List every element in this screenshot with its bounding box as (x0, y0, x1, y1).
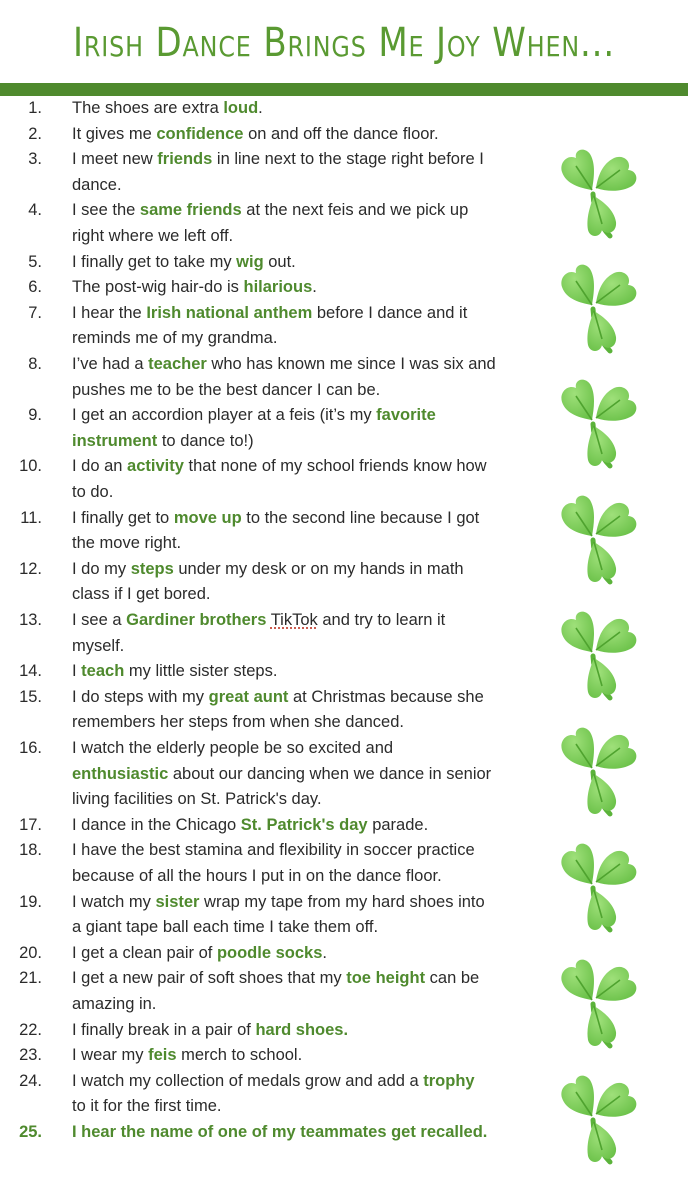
list-item-line (72, 1120, 487, 1146)
list-item-line (72, 915, 378, 941)
list-item-number: 7. (28, 303, 42, 322)
list-text: pushes me to be the best dancer I can be. (72, 380, 381, 399)
list-item-number: 10. (19, 457, 42, 476)
list-item-line (72, 608, 445, 634)
list-text: living facilities on St. Patrick's day. (72, 790, 322, 809)
list-item-line (72, 787, 322, 813)
shamrock-icon (544, 488, 644, 588)
list-text: on and off the dance floor. (243, 124, 439, 143)
list-item-line (72, 301, 467, 327)
list-text: . (312, 278, 317, 297)
list-item-number: 24. (19, 1071, 42, 1090)
list-item-number: 16. (19, 739, 42, 757)
list-item-number: 11. (20, 508, 42, 527)
list-item-line (72, 762, 491, 788)
list-item-line (72, 454, 487, 480)
highlighted-keyword: loud (223, 99, 259, 117)
list-item-number: 18. (19, 841, 42, 860)
list-text: right where we left off. (72, 227, 234, 245)
list-item-line (72, 941, 327, 967)
list-item-line (72, 659, 277, 685)
list-text: who has known me since I was six and (206, 355, 496, 373)
list-text: It gives me (72, 124, 157, 143)
list-item-line (72, 122, 439, 148)
list-item-number: 25. (19, 1123, 42, 1141)
list-text: remembers her steps from when she danced. (72, 713, 404, 732)
highlighted-keyword: feis (148, 1046, 177, 1065)
list-item-number: 20. (19, 943, 42, 962)
list-text: at Christmas because she (288, 687, 484, 706)
page-title: Irish Dance Brings Me Joy When... (73, 20, 615, 66)
list-text: I get a new pair of soft shoes that my (72, 969, 347, 988)
list-text: I’ve had a (72, 355, 149, 373)
list-item-number: 3. (28, 150, 42, 169)
list-item-line (72, 736, 393, 762)
list-text: wrap my tape from my hard shoes into (199, 892, 485, 911)
list-text: the move right. (72, 534, 182, 553)
highlighted-keyword: hilarious (243, 278, 313, 297)
list-text: to dance to!) (157, 431, 254, 450)
list-item-line (72, 992, 156, 1018)
highlighted-keyword: same friends (139, 201, 242, 220)
list-item-number: 22. (19, 1020, 42, 1039)
list-item-number: 9. (28, 406, 42, 425)
list-item-line (72, 531, 181, 557)
list-text: out. (263, 252, 296, 271)
list-item-number: 21. (19, 969, 42, 988)
list-item-line (72, 864, 442, 890)
list-item-line (72, 1094, 221, 1120)
list-item-line (72, 890, 485, 916)
highlighted-keyword: great aunt (208, 687, 289, 706)
list-item-line (72, 275, 317, 301)
list-item-number: 13. (19, 611, 42, 629)
list-text: I hear the (72, 303, 147, 322)
title-divider-bar (0, 83, 688, 96)
list-item-number: 23. (19, 1046, 42, 1065)
shamrock-icon (544, 720, 644, 820)
list-item-number: 19. (19, 892, 42, 911)
highlighted-keyword: favorite (376, 406, 436, 425)
list-text: I watch the elderly people be so excited and (72, 739, 394, 757)
list-text: I meet new (72, 150, 158, 169)
list-item-line (72, 557, 464, 583)
shamrock-icon (544, 1068, 644, 1168)
list-item-line (72, 326, 277, 352)
list-item-line (72, 378, 380, 404)
list-text: class if I get bored. (72, 585, 211, 604)
list-item-number: 2. (28, 124, 42, 143)
list-text: I see a (72, 611, 127, 629)
highlighted-keyword: Gardiner brothers (126, 611, 267, 629)
list-item-number: 14. (19, 662, 42, 681)
list-text: I (72, 662, 82, 681)
list-item-number: 5. (28, 252, 42, 271)
list-item-line (72, 147, 484, 173)
list-text: myself. (72, 636, 125, 655)
list-item-line (72, 96, 263, 122)
list-item-line (72, 813, 428, 839)
list-text: amazing in. (72, 995, 157, 1013)
list-item-number: 4. (28, 201, 42, 220)
highlighted-keyword: trophy (423, 1071, 475, 1090)
list-item-line (72, 685, 484, 711)
shamrock-icon (544, 142, 644, 242)
list-text: I get an accordion player at a feis (it’s my (72, 406, 377, 425)
list-text: and try to learn it (317, 611, 446, 629)
highlighted-keyword: sister (155, 892, 200, 911)
list-text: The post-wig hair-do is (72, 278, 244, 297)
highlighted-keyword: steps (130, 559, 174, 578)
list-text: merch to school. (176, 1046, 303, 1065)
list-text: I wear my (72, 1046, 149, 1065)
list-item-line (72, 1043, 302, 1069)
list-item-line (72, 506, 479, 532)
list-text: I watch my (72, 892, 156, 911)
list-text: reminds me of my grandma. (72, 329, 278, 348)
list-text: . (258, 99, 263, 117)
list-text: about our dancing when we dance in senior (168, 764, 492, 783)
list-text: at the next feis and we pick up (241, 201, 469, 220)
highlighted-keyword: teach (81, 662, 125, 681)
list-text: I see the (72, 201, 140, 220)
list-item-line (72, 634, 124, 660)
highlighted-keyword: friends (157, 150, 213, 169)
list-text: a giant tape ball each time I take them off. (72, 918, 379, 937)
list-item-line (72, 582, 211, 608)
list-text: because of all the hours I put in on the dance floor. (72, 867, 442, 885)
list-text: I finally get to take my (72, 252, 237, 271)
highlighted-keyword: St. Patrick's day (240, 815, 368, 834)
list-item-line (72, 1018, 348, 1044)
list-text: dance. (72, 175, 122, 194)
list-text: I finally break in a pair of (72, 1020, 256, 1039)
list-item-number: 6. (28, 278, 42, 297)
highlighted-keyword: hard shoes. (255, 1020, 349, 1039)
list-item-line (72, 403, 436, 429)
highlighted-keyword: toe height (346, 969, 426, 988)
shamrock-icon (544, 372, 644, 472)
list-item-line (72, 966, 479, 992)
list-item-line (72, 250, 296, 276)
highlighted-keyword: instrument (72, 431, 158, 450)
list-text: my little sister steps. (124, 662, 278, 681)
highlighted-keyword: activity (127, 457, 184, 476)
list-text: under my desk or on my hands in math (173, 559, 464, 578)
list-text: I do an (72, 457, 128, 476)
list-text: to it for the first time. (72, 1097, 222, 1116)
list-item-line (72, 429, 254, 455)
list-text: that none of my school friends know how (183, 457, 487, 476)
shamrock-icon (544, 604, 644, 704)
list-item-line (72, 173, 122, 199)
list-item-line (72, 224, 233, 250)
list-text: I dance in the Chicago (72, 815, 241, 834)
list-text: to do. (72, 483, 114, 501)
highlighted-keyword: I hear the name of one of my teammates get recalled. (72, 1123, 488, 1141)
list-text: before I dance and it (312, 303, 468, 322)
list-text: I do steps with my (72, 687, 209, 706)
highlighted-keyword: poodle socks (216, 943, 323, 962)
list-text: I finally get to (72, 508, 174, 527)
list-text: to the second line because I got (241, 508, 480, 527)
list-item-line (72, 480, 113, 506)
list-item-line (72, 198, 468, 224)
shamrock-icon (544, 257, 644, 357)
shamrock-icon (544, 836, 644, 936)
list-item-number: 15. (19, 687, 42, 706)
list-item-number: 1. (28, 99, 42, 117)
highlighted-keyword: move up (173, 508, 242, 527)
list-item-line (72, 838, 475, 864)
highlighted-keyword: enthusiastic (72, 764, 169, 783)
list-text: I watch my collection of medals grow and add a (72, 1071, 424, 1090)
list-text: . (322, 943, 327, 962)
highlighted-keyword: teacher (148, 355, 207, 373)
list-item-line (72, 1069, 475, 1095)
highlighted-keyword: wig (236, 252, 264, 271)
list-item-number: 17. (19, 815, 42, 834)
highlighted-keyword: confidence (156, 124, 244, 143)
list-text: parade. (367, 815, 429, 834)
list-text: I have the best stamina and flexibility in soccer practice (72, 841, 475, 860)
list-text: in line next to the stage right before I (212, 150, 484, 169)
list-text: TikTok (270, 611, 318, 629)
list-item-number: 8. (28, 355, 42, 373)
highlighted-keyword: Irish national anthem (146, 303, 313, 322)
list-text: The shoes are extra (72, 99, 224, 117)
list-text: I get a clean pair of (72, 943, 217, 962)
list-text: I do my (72, 559, 131, 578)
list-item-line (72, 710, 404, 736)
list-text: can be (425, 969, 480, 988)
list-item-number: 12. (19, 559, 42, 578)
list-item-line (72, 352, 496, 378)
shamrock-icon (544, 952, 644, 1052)
